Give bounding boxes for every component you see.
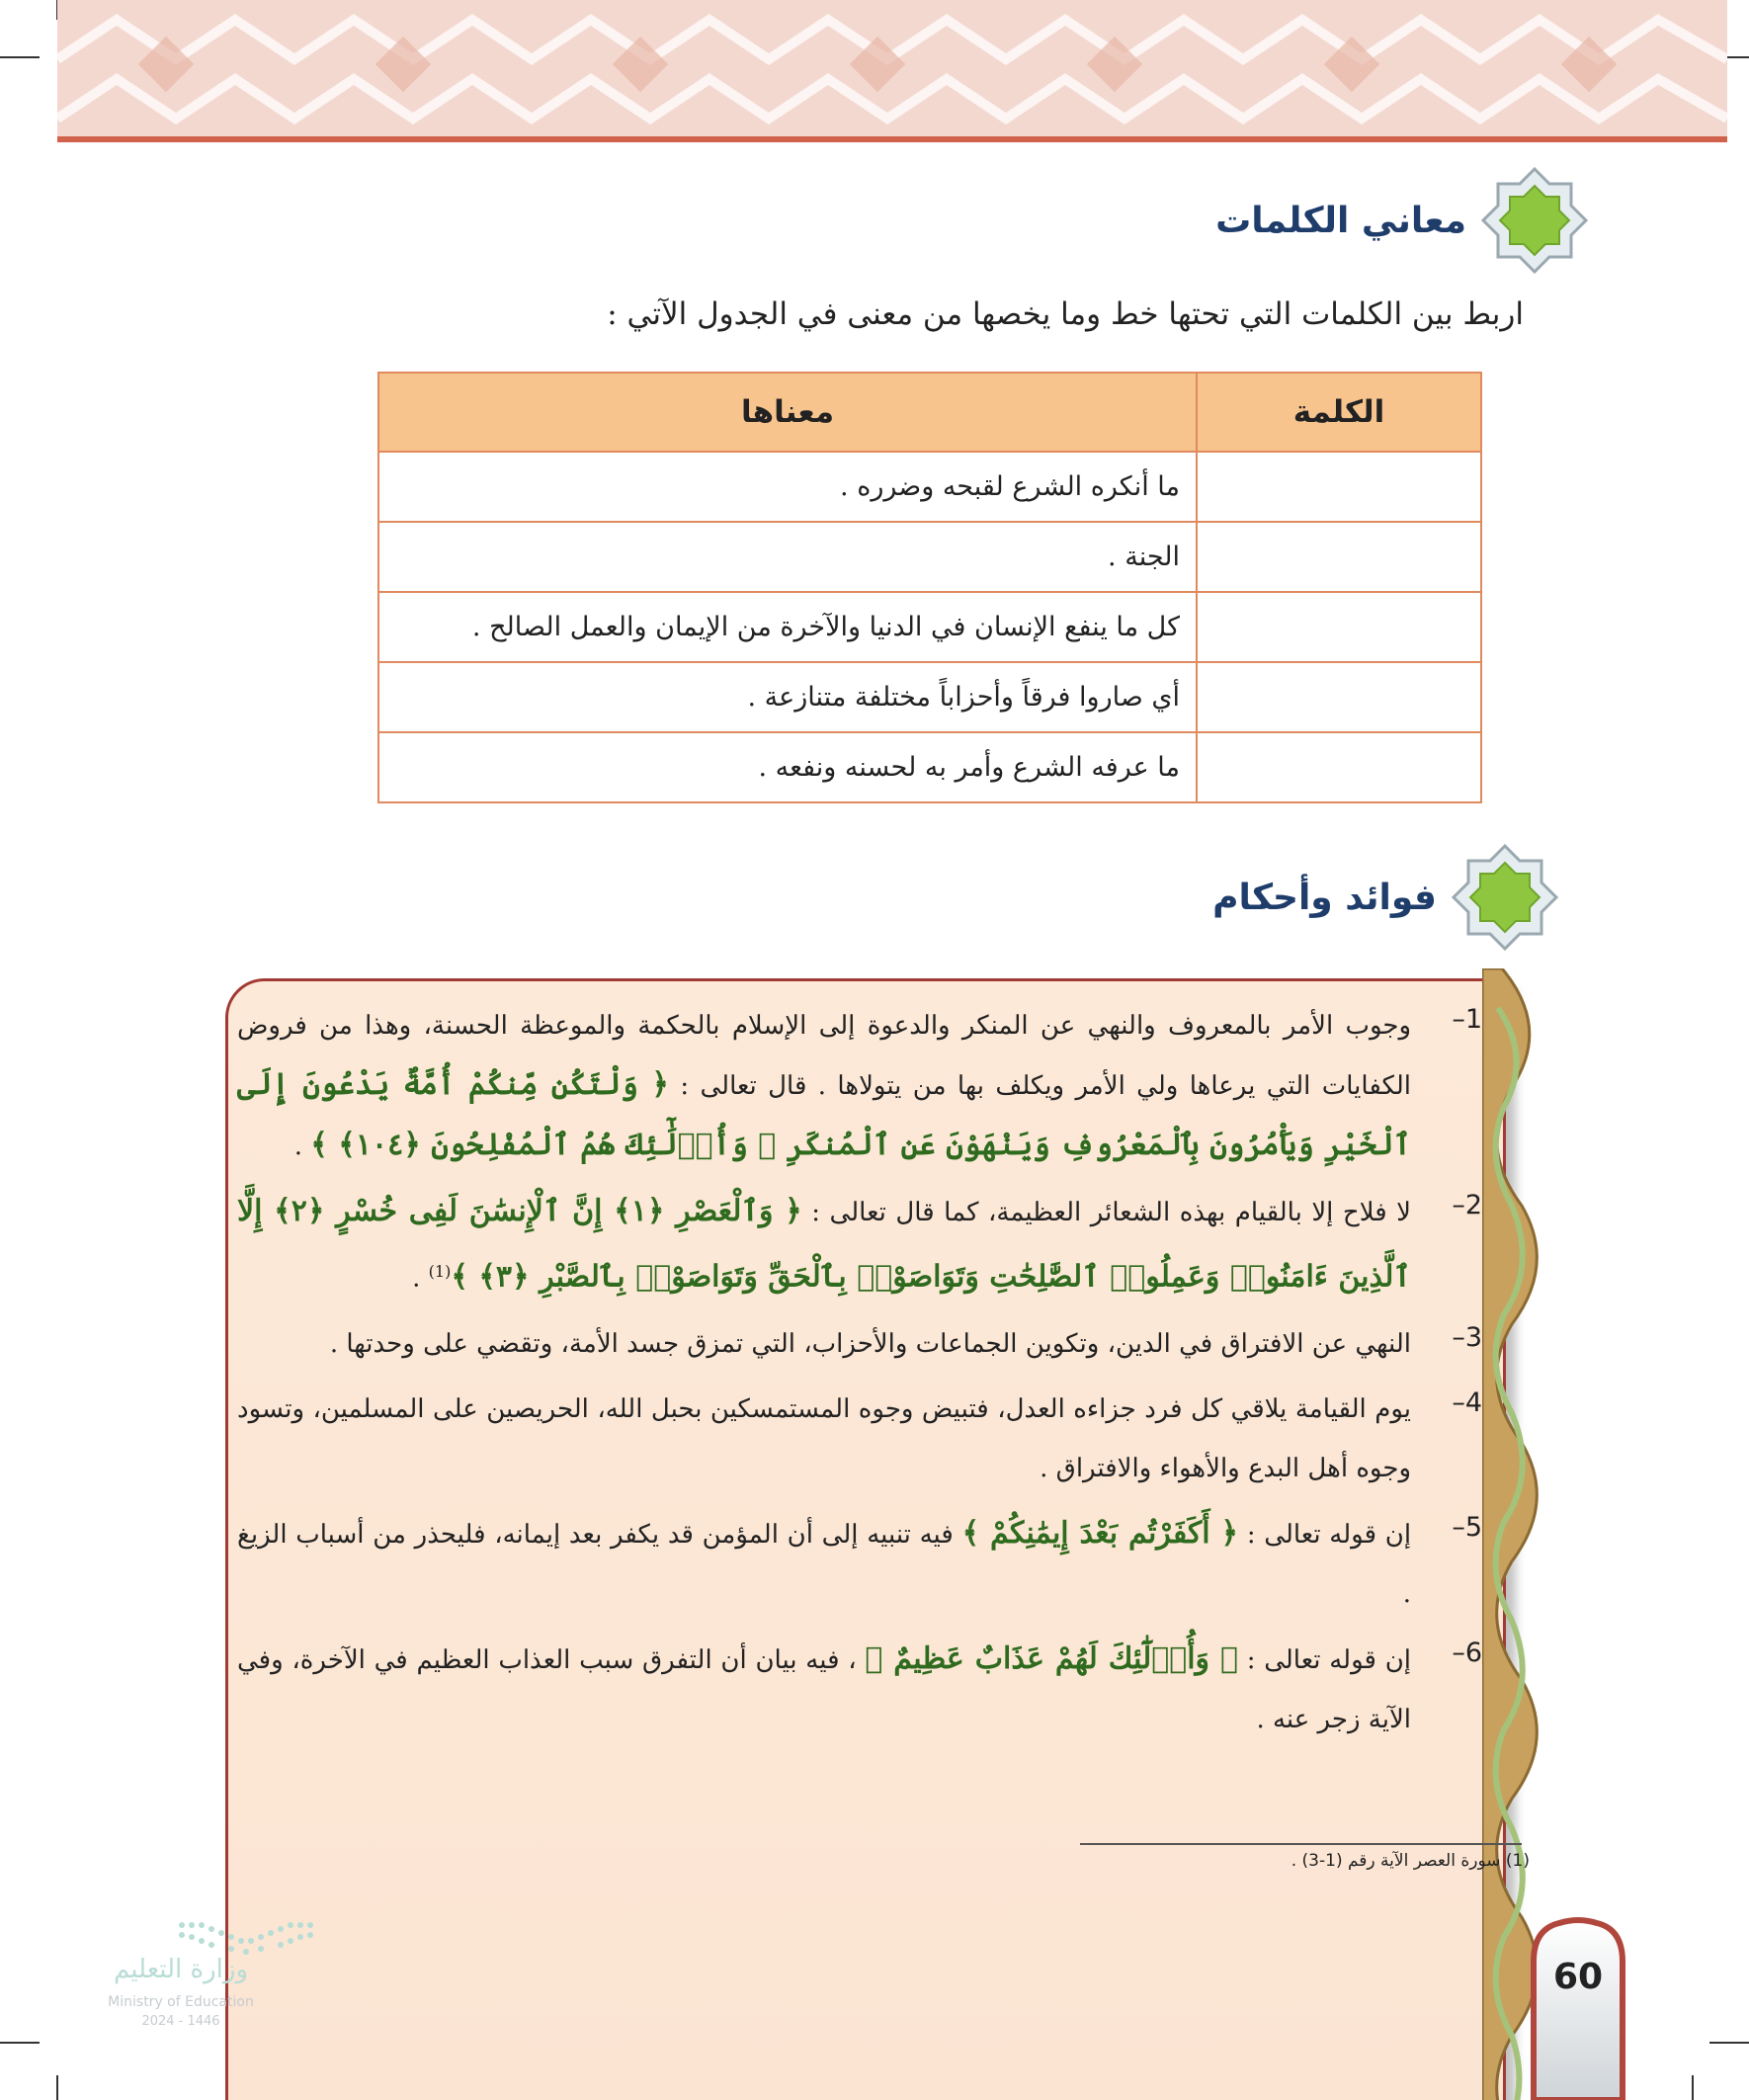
item-number: 4– xyxy=(1452,1386,1482,1418)
list-item xyxy=(237,1504,1482,1624)
word-answer-cell[interactable] xyxy=(1197,662,1481,732)
table-row xyxy=(378,452,1481,522)
logo-english: Ministry of Education xyxy=(108,1994,254,2010)
item-body: يوم القيامة يلاقي كل فرد جزاءه العدل، فتبيض وجوه المستمسكين بحبل الله، الحريصين على المسلمين، وتسود وجوه أهل البدع والأهواء والافتراق . xyxy=(237,1393,1411,1483)
list-item xyxy=(237,996,1482,1176)
item-text xyxy=(237,1380,1411,1498)
footnote-ref: (1) xyxy=(428,1262,452,1281)
item-body-end: . xyxy=(412,1263,421,1294)
item-number: 6– xyxy=(1452,1637,1482,1668)
table-row xyxy=(378,592,1481,662)
word-answer-cell[interactable] xyxy=(1197,592,1481,662)
header-rule xyxy=(57,136,1727,142)
item-body: إن قوله تعالى : xyxy=(1246,1644,1412,1675)
footnote-text: (1) سورة العصر الآية رقم (1-3) . xyxy=(1291,1851,1530,1871)
list-item xyxy=(237,1314,1482,1374)
meaning-cell: الجنة . xyxy=(378,522,1197,592)
header-decoration xyxy=(57,0,1727,138)
word-answer-cell[interactable] xyxy=(1197,452,1481,522)
footnote-rule xyxy=(1080,1843,1522,1845)
meanings-title: معاني الكلمات xyxy=(1215,200,1466,241)
ministry-logo xyxy=(97,1917,334,2036)
logo-arabic: وزارة التعليم xyxy=(113,1955,249,1984)
quran-verse: ﴿ وَٱلْعَصْرِ ﴿١﴾ إِنَّ ٱلْإِنسَٰنَ لَفِى خُسْرٍ ﴿٢﴾ إِلَّا ٱلَّذِينَ ءَامَنُوا۟ وَعَمِلُوا۟ ٱلصَّٰلِحَٰتِ وَتَوَاصَوْا۟ بِٱلْحَقِّ وَتَوَاصَوْا۟ بِٱلصَّبْرِ ﴿٣﴾ ﴾ xyxy=(237,1194,1411,1295)
crop-mark xyxy=(0,2042,40,2044)
item-body: النهي عن الافتراق في الدين، وتكوين الجماعات والأحزاب، التي تمزق جسد الأمة، وتقضي على وحدتها . xyxy=(329,1328,1411,1359)
crop-mark xyxy=(0,56,40,58)
table-row xyxy=(378,732,1481,802)
crop-mark xyxy=(1709,2042,1749,2044)
item-number: 3– xyxy=(1452,1321,1482,1353)
word-meaning-table xyxy=(377,372,1482,803)
table-row xyxy=(378,662,1481,732)
crop-mark xyxy=(1692,2075,1694,2100)
item-body-end: فيه تنبيه إلى أن المؤمن قد يكفر بعد إيمانه، فليحذر من أسباب الزيغ . xyxy=(237,1519,1411,1609)
list-item xyxy=(237,1380,1482,1498)
item-number: 2– xyxy=(1452,1190,1482,1220)
benefits-title: فوائد وأحكام xyxy=(1212,877,1437,918)
page-tab-icon xyxy=(1530,1917,1626,2100)
list-item xyxy=(237,1630,1482,1749)
logo-dots-icon xyxy=(172,1917,320,1957)
meaning-cell: ما أنكره الشرع لقبحه وضرره . xyxy=(378,452,1197,522)
header-meaning: معناها xyxy=(378,373,1197,452)
benefits-section-header xyxy=(1212,843,1559,952)
item-text xyxy=(237,1182,1411,1308)
meaning-cell: كل ما ينفع الإنسان في الدنيا والآخرة من الإيمان والعمل الصالح . xyxy=(378,592,1197,662)
item-text xyxy=(237,1504,1411,1624)
benefits-list xyxy=(237,996,1482,1755)
list-item xyxy=(237,1182,1482,1308)
item-body-end: ، فيه بيان أن التفرق سبب العذاب العظيم في الآخرة، وفي الآية زجر عنه . xyxy=(237,1644,1411,1734)
logo-year: 2024 - 1446 xyxy=(141,2014,220,2029)
table-row xyxy=(378,522,1481,592)
quran-verse: ﴿ أَكَفَرْتُم بَعْدَ إِيمَٰنِكُمْ ﴾ xyxy=(961,1515,1239,1551)
word-answer-cell[interactable] xyxy=(1197,522,1481,592)
item-body: لا فلاح إلا بالقيام بهذه الشعائر العظيمة، كما قال تعالى : xyxy=(811,1198,1412,1227)
header-word: الكلمة xyxy=(1197,373,1481,452)
item-text xyxy=(237,1630,1411,1749)
item-number: 1– xyxy=(1452,1004,1482,1035)
word-answer-cell[interactable] xyxy=(1197,732,1481,802)
page-number: 60 xyxy=(1552,1957,1604,1997)
meaning-cell: أي صاروا فرقاً وأحزاباً مختلفة متنازعة . xyxy=(378,662,1197,732)
quran-verse: ﴿ وَلْتَكُن مِّنكُمْ أُمَّةٌ يَدْعُونَ إِلَى ٱلْخَيْرِ وَيَأْمُرُونَ بِٱلْمَعْرُوفِ وَيَنْهَوْنَ عَنِ ٱلْمُنكَرِ ۚ وَأُو۟لَٰٓئِكَ هُمُ ٱلْمُفْلِحُونَ ﴿١٠٤﴾ ﴾ xyxy=(237,1067,1411,1162)
item-number: 5– xyxy=(1452,1511,1482,1543)
item-text xyxy=(237,1314,1411,1374)
quran-verse: ﴿ وَأُو۟لَٰٓئِكَ لَهُمْ عَذَابٌ عَظِيمٌ ﴾ xyxy=(865,1640,1238,1676)
item-body-end: . xyxy=(293,1132,302,1161)
instruction-text: اربط بين الكلمات التي تحتها خط وما يخصها من معنى في الجدول الآتي : xyxy=(607,296,1524,332)
meanings-section-header xyxy=(1215,166,1589,275)
item-text xyxy=(237,996,1411,1176)
meaning-cell: ما عرفه الشرع وأمر به لحسنه ونفعه . xyxy=(378,732,1197,802)
item-body: إن قوله تعالى : xyxy=(1246,1519,1412,1550)
crop-mark xyxy=(56,2075,58,2100)
octagon-star-icon xyxy=(1480,166,1589,275)
item-body: وجوب الأمر بالمعروف والنهي عن المنكر والدعوة إلى الإسلام بالحكمة والموعظة الحسنة، وهذا من فروض الكفايات التي يرعاها ولي الأمر ويكلف بها من يتولاها . قال تعالى : xyxy=(237,1011,1411,1101)
octagon-star-icon xyxy=(1451,843,1559,952)
table-header-row xyxy=(378,373,1481,452)
